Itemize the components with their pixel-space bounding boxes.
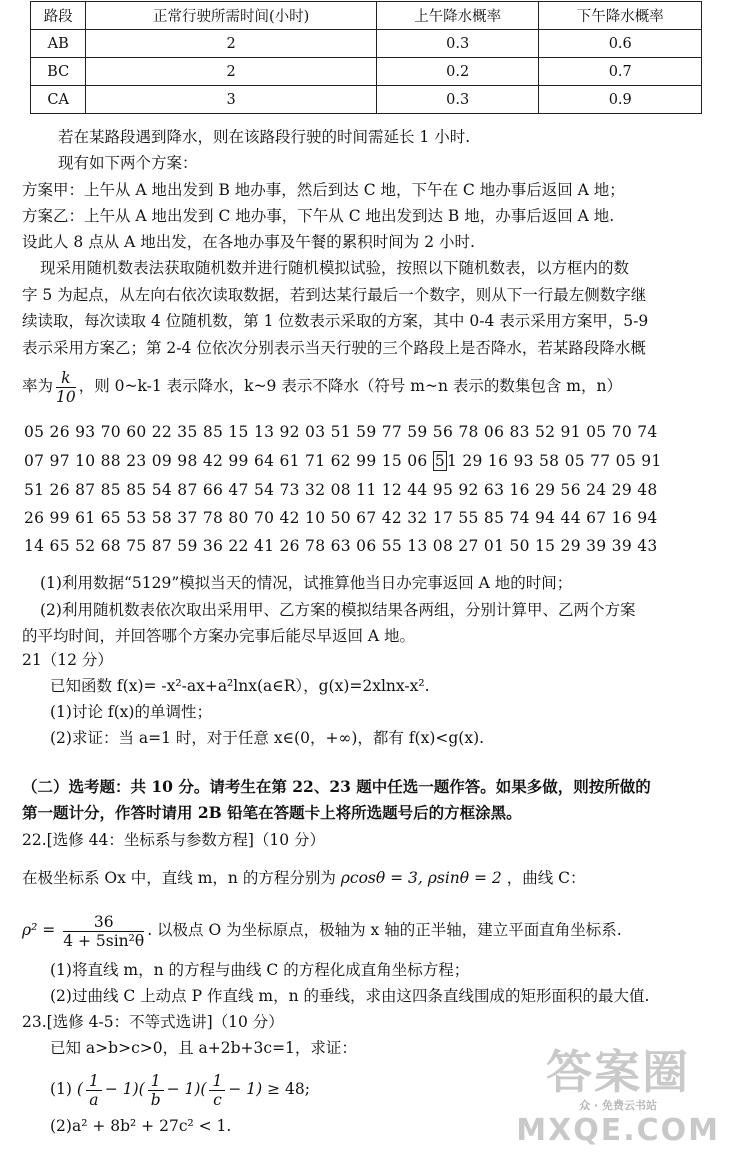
text-line: 现有如下两个方案： bbox=[58, 154, 198, 172]
equation-lhs: ρ² = bbox=[22, 921, 56, 939]
q23-part2: (2)a² + 8b² + 27c² < 1. bbox=[50, 1117, 232, 1135]
table-cell: 0.3 bbox=[376, 86, 539, 114]
table-header-cell: 正常行驶所需时间(小时) bbox=[86, 2, 377, 30]
random-row: 05 26 93 70 60 22 35 85 15 13 92 03 51 59 77 59 56 78 06 83 52 91 05 70 74 bbox=[24, 423, 658, 441]
table-row bbox=[31, 58, 702, 86]
text-line: 续读取，每次读取 4 位随机数，第 1 位数表示采取的方案，其中 0-4 表示采用方案甲，5-9 bbox=[22, 312, 649, 330]
road-table bbox=[30, 1, 702, 114]
table-cell: 0.2 bbox=[376, 58, 539, 86]
text-line-fraction bbox=[22, 364, 622, 408]
q22-part1: (1)将直线 m，n 的方程与曲线 C 的方程化成直角坐标方程； bbox=[50, 961, 470, 979]
q22-part2: (2)过曲线 C 上动点 P 作直线 m，n 的垂线，求由这四条直线围成的矩形面积的最大值. bbox=[50, 987, 650, 1005]
inequality-tail: ≥ 48; bbox=[267, 1080, 310, 1098]
q22-line bbox=[22, 868, 586, 888]
text-segment: 在极坐标系 Ox 中，直线 m，n 的方程分别为 bbox=[22, 869, 336, 887]
q20-part1: (1)利用数据“5129”模拟当天的情况，试推算他当日办完事返回 A 地的时间； bbox=[40, 574, 573, 592]
inequality-product: ( $\frac{1}{a}$ − 1)( $\frac{1}{b}$ − 1)( $\frac{1}{c}$ − 1) bbox=[76, 1071, 263, 1109]
text-line: 表示采用方案乙；第 2-4 位依次分别表示当天行驶的三个路段上是否降水，若某路段降水概 bbox=[22, 339, 646, 357]
text-line: 字 5 为起点，从左向右依次读取数据，若到达某行最后一个数字，则从下一行最左侧数字继 bbox=[22, 286, 647, 304]
text-line: 设此人 8 点从 A 地出发，在各地办事及午餐的累积时间为 2 小时. bbox=[22, 233, 475, 251]
random-row bbox=[24, 452, 662, 470]
q23-part1 bbox=[50, 1066, 310, 1112]
q21-heading: 21（12 分） bbox=[22, 651, 113, 669]
curve-fraction bbox=[63, 913, 144, 950]
q20-part2-cont: 的平均时间，并回答哪个方案办完事后能尽早返回 A 地。 bbox=[22, 627, 416, 645]
table-cell: CA bbox=[31, 86, 86, 114]
q20-part2: (2)利用随机数表依次取出采用甲、乙方案的模拟结果各两组，分别计算甲、乙两个方案 bbox=[40, 601, 636, 619]
q21-part2: (2)求证：当 a=1 时，对于任意 x∈(0，+∞)，都有 f(x)<g(x). bbox=[50, 729, 485, 747]
text-line: 现采用随机数表法获取随机数并进行随机模拟试验，按照以下随机数表，以方框内的数 bbox=[40, 259, 630, 277]
table-header-row bbox=[31, 2, 702, 30]
table-header-cell: 上午降水概率 bbox=[376, 2, 539, 30]
table-cell: AB bbox=[31, 30, 86, 58]
table-cell: 2 bbox=[86, 58, 377, 86]
text-segment: . 以极点 O 为坐标原点，极轴为 x 轴的正半轴，建立平面直角坐标系. bbox=[147, 921, 622, 939]
polar-equations: ρcosθ = 3, ρsinθ = 2 bbox=[340, 869, 502, 887]
table-row bbox=[31, 86, 702, 114]
table-cell: 0.6 bbox=[539, 30, 702, 58]
fraction-numerator: k bbox=[56, 369, 76, 388]
random-row: 51 26 87 85 85 54 87 66 47 54 73 32 08 11 12 44 95 92 63 16 29 56 24 29 48 bbox=[24, 481, 658, 499]
q21-part1: (1)讨论 f(x)的单调性； bbox=[50, 703, 212, 721]
q23-heading: 23.[选修 4-5：不等式选讲]（10 分） bbox=[22, 1013, 284, 1031]
random-row: 26 99 61 65 53 58 37 78 80 70 42 10 50 67 42 32 17 55 85 74 94 44 67 16 94 bbox=[24, 509, 658, 527]
table-row bbox=[31, 30, 702, 58]
table-cell: 0.9 bbox=[539, 86, 702, 114]
random-row-segment: 07 97 10 88 23 09 98 42 99 64 61 71 62 99 15 06 bbox=[24, 452, 433, 470]
fraction-numerator: 36 bbox=[63, 913, 144, 932]
elective-instruction: 第一题计分，作答时请用 2B 铅笔在答题卡上将所选题号后的方框涂黑。 bbox=[22, 803, 522, 822]
start-digit-box: 5 bbox=[434, 452, 445, 470]
random-row: 14 65 52 68 75 87 59 36 22 41 26 78 63 06 55 13 08 27 01 50 15 29 39 39 43 bbox=[24, 537, 658, 555]
watermark-subtitle: 众 · 免费云书站 bbox=[579, 1099, 658, 1112]
elective-instruction: （二）选考题：共 10 分。请考生在第 22、23 题中任选一题作答。如果多做，则按所做的 bbox=[22, 777, 651, 796]
watermark-logo: 答案圈 bbox=[546, 1045, 691, 1099]
random-row-segment: 1 29 16 93 58 05 77 05 91 bbox=[446, 452, 662, 470]
q21-given: 已知函数 f(x)= -x²-ax+a²lnx(a∈R），g(x)=2xlnx-x². bbox=[50, 677, 430, 695]
table-cell: 0.7 bbox=[539, 58, 702, 86]
table-cell: 3 bbox=[86, 86, 377, 114]
plan-b-line: 方案乙：上午从 A 地出发到 C 地办事，下午从 C 地出发到达 B 地，办事后返回 A 地. bbox=[22, 207, 615, 225]
fraction bbox=[56, 369, 76, 406]
text-segment: 率为 bbox=[22, 377, 54, 395]
text-segment: ，曲线 C： bbox=[506, 869, 586, 887]
q23-given: 已知 a>b>c>0，且 a+2b+3c=1，求证： bbox=[50, 1039, 357, 1057]
watermark-site: MXQE.COM bbox=[516, 1113, 720, 1148]
fraction-denominator: 4 + 5sin²θ bbox=[63, 931, 145, 950]
table-cell: BC bbox=[31, 58, 86, 86]
table-cell: 0.3 bbox=[376, 30, 539, 58]
fraction-denominator: 10 bbox=[56, 387, 76, 406]
table-header-cell: 下午降水概率 bbox=[539, 2, 702, 30]
part-label: (1) bbox=[50, 1080, 72, 1098]
table-cell: 2 bbox=[86, 30, 377, 58]
curve-equation-line bbox=[22, 906, 622, 954]
watermark bbox=[516, 1047, 720, 1148]
table-header-cell: 路段 bbox=[31, 2, 86, 30]
q22-heading: 22.[选修 44：坐标系与参数方程]（10 分） bbox=[22, 831, 326, 849]
plan-a-line: 方案甲：上午从 A 地出发到 B 地办事，然后到达 C 地，下午在 C 地办事后返回 A 地； bbox=[22, 181, 625, 199]
text-line: 若在某路段遇到降水，则在该路段行驶的时间需延长 1 小时. bbox=[58, 128, 471, 146]
text-segment: ，则 0~k-1 表示降水，k~9 表示不降水（符号 m~n 表示的数集包含 m，n） bbox=[78, 377, 622, 395]
